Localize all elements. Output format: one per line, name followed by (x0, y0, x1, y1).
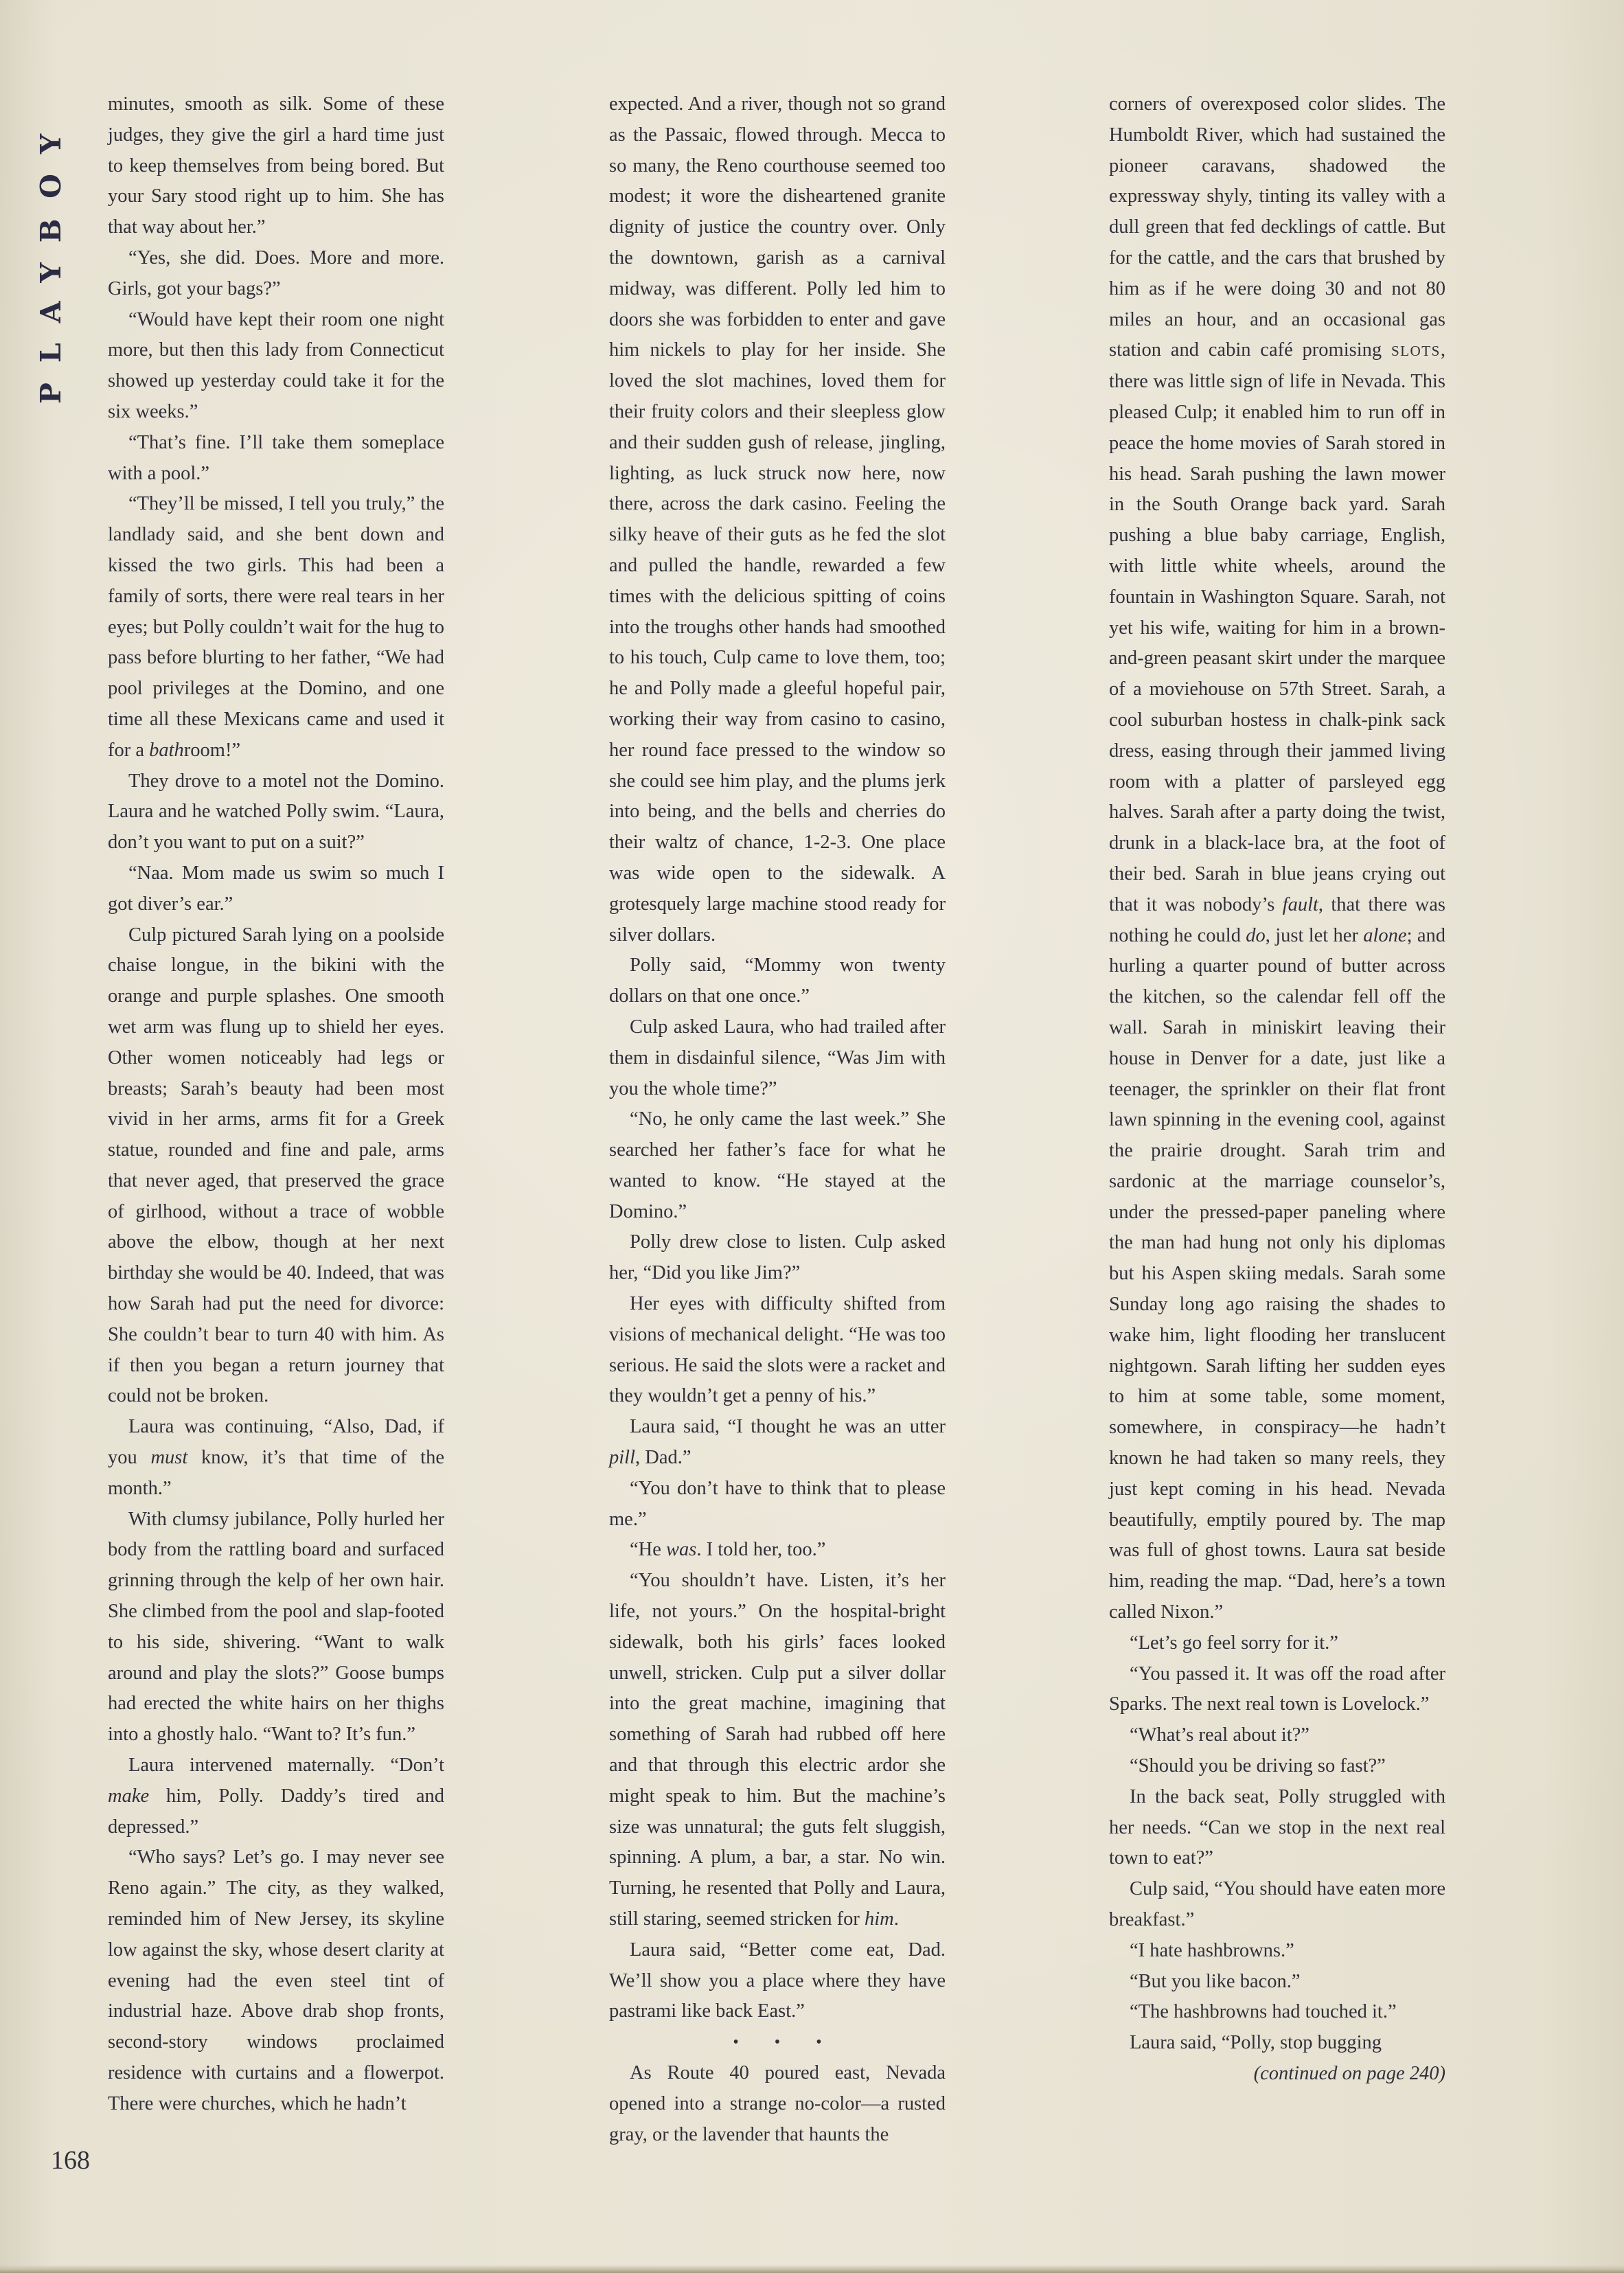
paragraph: “What’s real about it?” (1130, 1724, 1310, 1746)
paragraph: “You shouldn’t have. Listen, it’s her life, not yours.” On the hospital-bright sidewalk, both his girls’ faces looked unwell, stricken. Culp put a silver dollar into the great machine, imagining that something of Sarah had rubbed off here and that through this electric ardor she might speak to him. But the machine’s size was unnatural; the guts felt sluggish, spinning. A plum, a bar, a star. No win. Turning, he resented that Polly and Laura, still staring, seemed stricken for him. (609, 1570, 946, 1930)
paragraph: In the back seat, Polly struggled with her needs. “Can we stop in the next real town to eat?” (1109, 1785, 1445, 1869)
paragraph: “Would have kept their room one night more, but then this lady from Connecticut showed up yesterday could take it for the six weeks.” (108, 308, 444, 422)
paragraph: Her eyes with difficulty shifted from visions of mechanical delight. “He was too serious. He said the slots were a racket and they wouldn’t get a penny of his.” (609, 1293, 946, 1407)
magazine-spine-title: PLAYBOY (34, 113, 67, 404)
paragraph: Laura said, “Polly, stop bugging (1130, 2032, 1382, 2054)
paragraph: Culp pictured Sarah lying on a poolside chaise longue, in the bikini with the orange and purple splashes. One smooth wet arm was flung up to shield her eyes. Other women noticeably had legs or breasts; Sarah’s beauty had been most vivid in her arms, arms fit for a Greek statue, rounded and fine and pale, arms that never aged, that preserved the grace of girlhood, without a trace of wobble above the elbow, though at her next birthday she would be 40. Indeed, that was how Sarah had put the need for divorce: She couldn’t bear to turn 40 with him. As if then you began a return journey that could not be broken. (108, 924, 444, 1407)
paragraph: “You passed it. It was off the road after Sparks. The next real town is Lovelock.” (1109, 1663, 1445, 1715)
paragraph: “Naa. Mom made us swim so much I got diver’s ear.” (108, 862, 444, 915)
paragraph: “The hashbrowns had touched it.” (1130, 2001, 1397, 2023)
paragraph: Culp said, “You should have eaten more breakfast.” (1109, 1878, 1445, 1931)
paragraph: “Yes, she did. Does. More and more. Girls, got your bags?” (108, 247, 444, 299)
paragraph: “Should you be driving so fast?” (1130, 1755, 1386, 1777)
paragraph: “He was. I told her, too.” (630, 1539, 826, 1561)
paragraph: Polly said, “Mommy won twenty dollars on that one once.” (609, 955, 946, 1007)
section-separator: • • • (733, 2033, 822, 2052)
paragraph: “You don’t have to think that to please me.” (609, 1477, 946, 1530)
paragraph: Culp asked Laura, who had trailed after them in disdainful silence, “Was Jim with you the whole time?” (609, 1016, 946, 1099)
paragraph: “They’ll be missed, I tell you truly,” the landlady said, and she bent down and kissed the two girls. This had been a family of sorts, there were real tears in her eyes; but Polly couldn’t wait for the hug to pass before blurting to her father, “We had pool privileges at the Domino, and one time all these Mexicans came and used it for a bathroom!” (108, 493, 444, 761)
paragraph: They drove to a motel not the Domino. Laura and he watched Polly swim. “Laura, don’t you want to put on a suit?” (108, 770, 444, 854)
page-number: 168 (51, 2146, 90, 2175)
paragraph: Laura said, “I thought he was an utter pill, Dad.” (609, 1416, 946, 1469)
paragraph: Laura was continuing, “Also, Dad, if you must know, it’s that time of the month.” (108, 1416, 444, 1499)
continued-notice: (continued on page 240) (1253, 2063, 1445, 2084)
text-column-2 (609, 89, 946, 2150)
paragraph: Polly drew close to listen. Culp asked her, “Did you like Jim?” (609, 1231, 946, 1284)
page-bottom-edge (0, 2265, 1624, 2273)
paragraph: As Route 40 poured east, Nevada opened into a strange no-color—a rusted gray, or the lavender that haunts the (609, 2062, 946, 2145)
paragraph: “Let’s go feel sorry for it.” (1130, 1632, 1338, 1654)
paragraph: “No, he only came the last week.” She searched her father’s face for what he wanted to know. “He stayed at the Domino.” (609, 1108, 946, 1222)
paragraph: Laura intervened maternally. “Don’t make him, Polly. Daddy’s tired and depressed.” (108, 1755, 444, 1838)
text-column-3 (1109, 89, 1445, 2090)
paragraph: Laura said, “Better come eat, Dad. We’ll show you a place where they have pastrami like back East.” (609, 1939, 946, 2022)
paragraph: With clumsy jubilance, Polly hurled her body from the rattling board and surfaced grinning through the kelp of her own hair. She climbed from the pool and slap-footed to his side, shivering. “Want to walk around and play the slots?” Goose bumps had erected the white hairs on her thighs into a ghostly halo. “Want to? It’s fun.” (108, 1508, 444, 1746)
paragraph: “I hate hashbrowns.” (1130, 1939, 1294, 1961)
text-column-1 (108, 89, 444, 2120)
paragraph: “Who says? Let’s go. I may never see Reno again.” The city, as they walked, reminded him of New Jersey, its skyline low against the sky, whose desert clarity at evening had the even steel tint of industrial haze. Above drab shop fronts, second-story windows proclaimed residence with curtains and a flowerpot. There were churches, which he hadn’t (108, 1847, 444, 2114)
paragraph: expected. And a river, though not so grand as the Passaic, flowed through. Mecca to so many, the Reno courthouse seemed too modest; it wore the disheartened granite dignity of justice the country over. Only the downtown, garish as a carnival midway, was different. Polly led him to doors she was forbidden to enter and gave him nickels to play for her inside. She loved the slot machines, loved them for their fruity colors and their sleepless glow and their sudden gush of release, jingling, lighting, as luck struck now here, now there, across the dark casino. Feeling the silky heave of their guts as he fed the slot and pulled the handle, rewarded a few times with the delicious spitting of coins into the troughs other hands had smoothed to his touch, Culp came to love them, too; he and Polly made a gleeful hopeful pair, working their way from casino to casino, her round face pressed to the window so she could see him play, and the plums jerk into being, and the bells and cherries do their waltz of chance, 1-2-3. One place was wide open to the sidewalk. A grotesquely large machine stood ready for silver dollars. (609, 93, 946, 946)
paragraph: minutes, smooth as silk. Some of these judges, they give the girl a hard time just to keep themselves from being bored. But your Sary stood right up to him. She has that way about her.” (108, 93, 444, 238)
paragraph: “But you like bacon.” (1130, 1970, 1301, 1992)
paragraph: “That’s fine. I’ll take them someplace with a pool.” (108, 431, 444, 484)
paragraph: corners of overexposed color slides. The Humboldt River, which had sustained the pioneer caravans, shadowed the expressway shyly, tinting its valley with a dull green that fed decklings of cattle. But for the cattle, and the cars that brushed by him as if he were doing 30 and not 80 miles an hour, and an occasional gas station and cabin café promising SLOTS, there was little sign of life in Nevada. This pleased Culp; it enabled him to run off in peace the home movies of Sarah stored in his head. Sarah pushing the lawn mower in the South Orange back yard. Sarah pushing a blue baby carriage, English, with little white wheels, around the fountain in Washington Square. Sarah, not yet his wife, waiting for him in a brown-and-green peasant skirt under the marquee of a moviehouse on 57th Street. Sarah, a cool suburban hostess in chalk-pink sack dress, easing through their jammed living room with a platter of parsleyed egg halves. Sarah after a party doing the twist, drunk in a black-lace bra, at the foot of their bed. Sarah in blue jeans crying out that it was nobody’s fault, that there was nothing he could do, just let her alone; and hurling a quarter pound of butter across the kitchen, so the calendar fell off the wall. Sarah in miniskirt leaving their house in Denver for a date, just like a teenager, the sprinkler on their flat front lawn spinning in the evening cool, against the prairie drought. Sarah trim and sardonic at the marriage counselor’s, under the pressed-paper paneling where the man had hung not only his diplomas but his Aspen skiing medals. Sarah some Sunday long ago raising the shades to wake him, light flooding her translucent nightgown. Sarah lifting her sudden eyes to him at some table, some moment, somewhere, in conspiracy—he hadn’t known he had taken so many reels, they just kept coming in his head. Nevada beautifully, emptily poured by. The map was full of ghost towns. Laura sat beside him, reading the map. “Dad, here’s a town called Nixon.” (1109, 93, 1445, 1623)
